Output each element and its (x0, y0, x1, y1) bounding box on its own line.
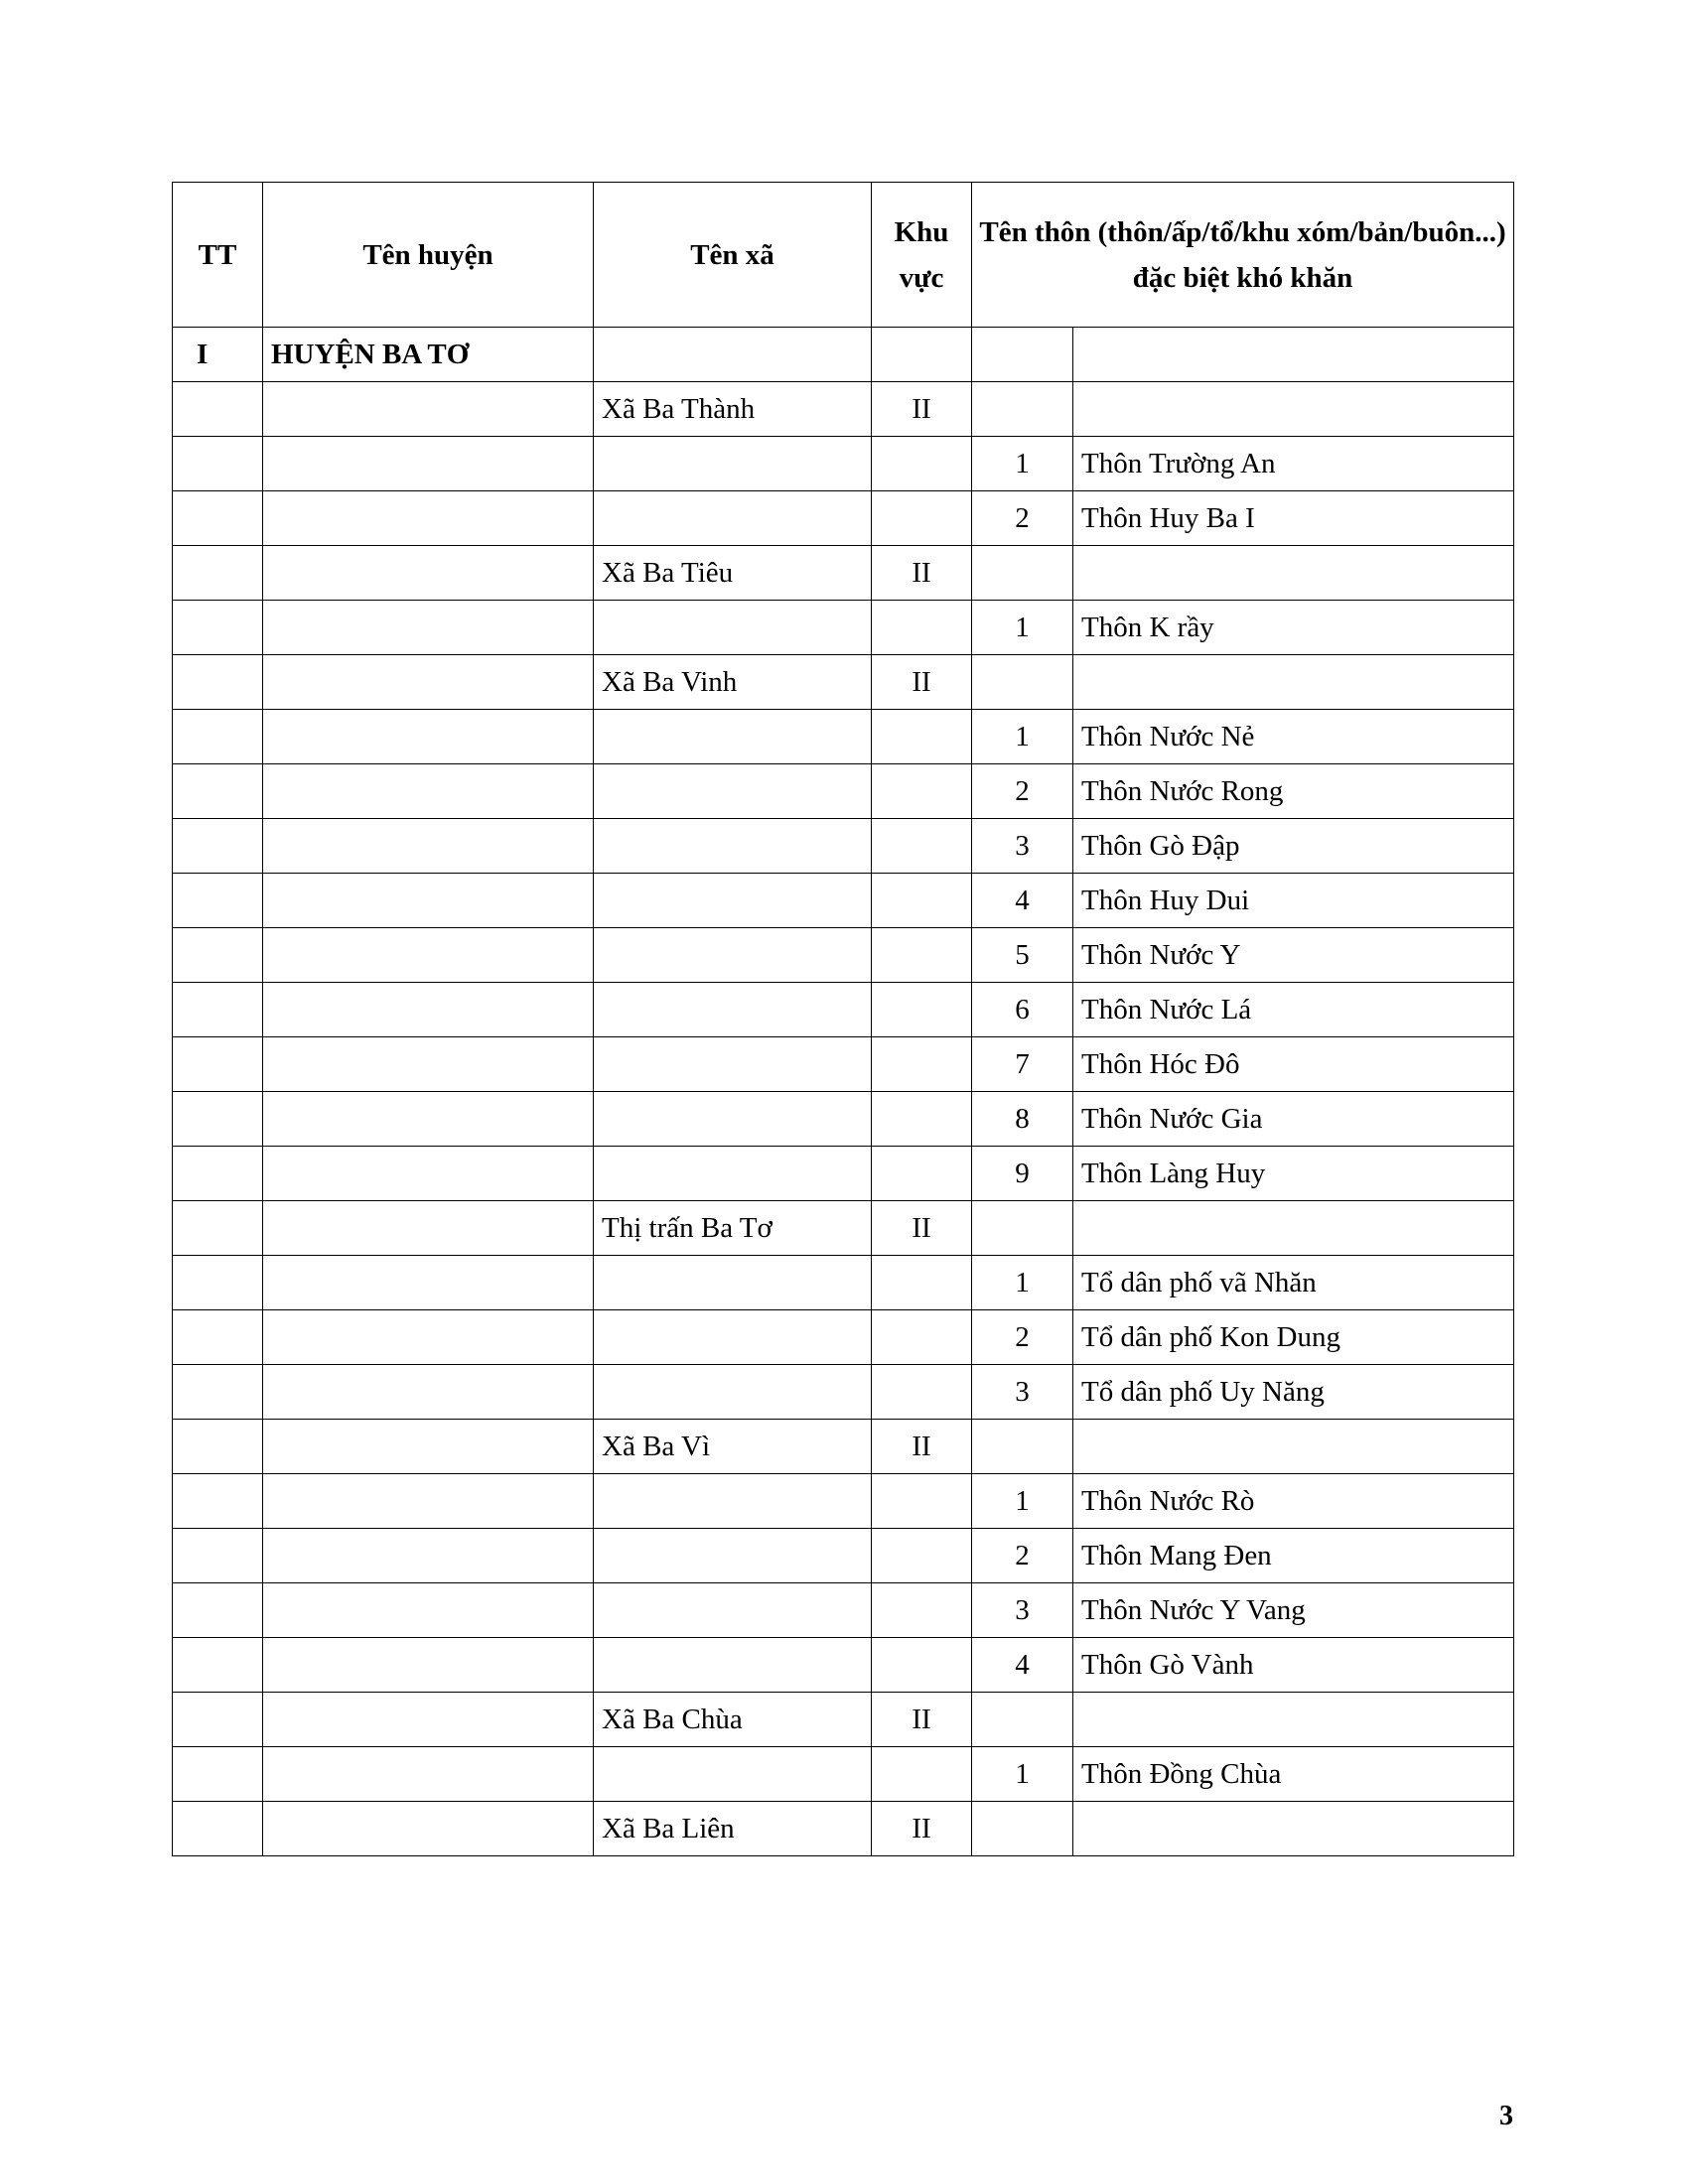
cell-village-name: Tổ dân phố Uy Năng (1073, 1365, 1514, 1420)
cell-commune (594, 1310, 872, 1365)
cell-commune (594, 764, 872, 819)
cell-region (872, 1092, 972, 1147)
cell-district: HUYỆN BA TƠ (263, 328, 594, 382)
table-row (173, 1310, 1514, 1365)
cell-tt (173, 1474, 263, 1529)
cell-village-name: Thôn Nước Nẻ (1073, 710, 1514, 764)
cell-village-number: 1 (972, 1256, 1073, 1310)
table-row (173, 1583, 1514, 1638)
cell-region (872, 1474, 972, 1529)
cell-commune (594, 1365, 872, 1420)
table-row (173, 655, 1514, 710)
cell-village-number: 5 (972, 928, 1073, 983)
table-row (173, 1474, 1514, 1529)
cell-commune (594, 874, 872, 928)
cell-commune (594, 928, 872, 983)
cell-village-number: 2 (972, 1310, 1073, 1365)
cell-commune (594, 710, 872, 764)
cell-commune: Xã Ba Vinh (594, 655, 872, 710)
cell-district (263, 1693, 594, 1747)
table-row (173, 764, 1514, 819)
table-row (173, 1802, 1514, 1856)
cell-village-name: Tổ dân phố vã Nhăn (1073, 1256, 1514, 1310)
table-row (173, 1147, 1514, 1201)
cell-village-name: Thôn Gò Đập (1073, 819, 1514, 874)
cell-village-number: 7 (972, 1037, 1073, 1092)
cell-commune: Xã Ba Vì (594, 1420, 872, 1474)
cell-district (263, 437, 594, 491)
cell-district (263, 1201, 594, 1256)
cell-village-name (1073, 655, 1514, 710)
table-row (173, 983, 1514, 1037)
cell-village-name: Thôn Hóc Đô (1073, 1037, 1514, 1092)
cell-region: II (872, 1201, 972, 1256)
table-row (173, 819, 1514, 874)
cell-tt: I (173, 328, 263, 382)
header-village-name: Tên thôn (thôn/ấp/tổ/khu xóm/bản/buôn...) đặc biệt khó khăn (972, 183, 1514, 328)
cell-region (872, 928, 972, 983)
cell-commune: Xã Ba Liên (594, 1802, 872, 1856)
cell-district (263, 382, 594, 437)
cell-tt (173, 546, 263, 601)
village-list-table (172, 182, 1514, 1856)
table-body (173, 328, 1514, 1856)
cell-region: II (872, 1693, 972, 1747)
header-district-name: Tên huyện (263, 183, 594, 328)
cell-region (872, 1037, 972, 1092)
table-row (173, 1420, 1514, 1474)
cell-commune: Xã Ba Tiêu (594, 546, 872, 601)
cell-commune (594, 1529, 872, 1583)
cell-region (872, 1638, 972, 1693)
cell-region (872, 1365, 972, 1420)
cell-district (263, 1529, 594, 1583)
table-row (173, 928, 1514, 983)
cell-region (872, 983, 972, 1037)
cell-tt (173, 928, 263, 983)
cell-district (263, 1310, 594, 1365)
cell-village-name: Thôn Huy Ba I (1073, 491, 1514, 546)
cell-tt (173, 1092, 263, 1147)
cell-region: II (872, 1802, 972, 1856)
cell-district (263, 1092, 594, 1147)
cell-village-number: 2 (972, 764, 1073, 819)
cell-village-number: 1 (972, 437, 1073, 491)
header-region: Khu vực (872, 183, 972, 328)
cell-district (263, 1256, 594, 1310)
header-tt: TT (173, 183, 263, 328)
cell-village-name: Thôn Gò Vành (1073, 1638, 1514, 1693)
cell-commune (594, 819, 872, 874)
cell-village-name: Thôn Nước Rong (1073, 764, 1514, 819)
cell-tt (173, 1638, 263, 1693)
cell-district (263, 546, 594, 601)
cell-village-number (972, 1420, 1073, 1474)
cell-village-name: Thôn Làng Huy (1073, 1147, 1514, 1201)
cell-village-number: 1 (972, 1474, 1073, 1529)
cell-village-name: Thôn K rầy (1073, 601, 1514, 655)
table-row (173, 1638, 1514, 1693)
cell-district (263, 491, 594, 546)
cell-village-number (972, 655, 1073, 710)
table-row (173, 1747, 1514, 1802)
cell-region (872, 601, 972, 655)
cell-commune (594, 1147, 872, 1201)
cell-village-number: 3 (972, 1583, 1073, 1638)
cell-village-number: 4 (972, 874, 1073, 928)
cell-village-number: 6 (972, 983, 1073, 1037)
cell-region: II (872, 1420, 972, 1474)
cell-village-name: Thôn Nước Rò (1073, 1474, 1514, 1529)
cell-village-number (972, 328, 1073, 382)
cell-village-number (972, 546, 1073, 601)
table-row (173, 874, 1514, 928)
cell-village-number: 3 (972, 1365, 1073, 1420)
cell-district (263, 983, 594, 1037)
cell-village-name: Thôn Nước Y (1073, 928, 1514, 983)
cell-region (872, 491, 972, 546)
cell-tt (173, 1583, 263, 1638)
cell-region: II (872, 655, 972, 710)
cell-region (872, 1256, 972, 1310)
cell-village-name: Thôn Nước Gia (1073, 1092, 1514, 1147)
cell-village-name (1073, 1201, 1514, 1256)
cell-region (872, 764, 972, 819)
table-row (173, 382, 1514, 437)
cell-district (263, 928, 594, 983)
cell-district (263, 1747, 594, 1802)
cell-village-name: Thôn Đồng Chùa (1073, 1747, 1514, 1802)
cell-village-number (972, 1201, 1073, 1256)
cell-region (872, 1529, 972, 1583)
table-row (173, 328, 1514, 382)
cell-village-number: 3 (972, 819, 1073, 874)
cell-district (263, 1420, 594, 1474)
cell-region (872, 1310, 972, 1365)
table-row (173, 1037, 1514, 1092)
table-row (173, 710, 1514, 764)
cell-tt (173, 983, 263, 1037)
cell-district (263, 710, 594, 764)
cell-village-name (1073, 1802, 1514, 1856)
cell-region (872, 437, 972, 491)
cell-village-number: 1 (972, 710, 1073, 764)
cell-village-number (972, 1802, 1073, 1856)
cell-district (263, 1365, 594, 1420)
table-row (173, 1529, 1514, 1583)
table-row (173, 1365, 1514, 1420)
cell-village-number (972, 382, 1073, 437)
cell-village-name (1073, 1693, 1514, 1747)
cell-district (263, 874, 594, 928)
cell-village-number: 2 (972, 491, 1073, 546)
cell-tt (173, 1037, 263, 1092)
cell-tt (173, 710, 263, 764)
page-number: 3 (1499, 2101, 1513, 2131)
cell-tt (173, 1147, 263, 1201)
table-row (173, 491, 1514, 546)
cell-district (263, 655, 594, 710)
cell-village-name: Thôn Mang Đen (1073, 1529, 1514, 1583)
cell-commune (594, 983, 872, 1037)
cell-village-number: 8 (972, 1092, 1073, 1147)
table-row (173, 1256, 1514, 1310)
cell-tt (173, 819, 263, 874)
cell-village-name (1073, 328, 1514, 382)
cell-region (872, 874, 972, 928)
cell-commune (594, 601, 872, 655)
cell-village-number (972, 1693, 1073, 1747)
cell-commune: Thị trấn Ba Tơ (594, 1201, 872, 1256)
header-row (173, 183, 1514, 328)
cell-region (872, 1583, 972, 1638)
cell-village-number: 2 (972, 1529, 1073, 1583)
cell-tt (173, 601, 263, 655)
cell-tt (173, 437, 263, 491)
cell-region: II (872, 546, 972, 601)
cell-region (872, 1147, 972, 1201)
cell-tt (173, 874, 263, 928)
cell-village-number: 1 (972, 1747, 1073, 1802)
cell-village-name: Thôn Trường An (1073, 437, 1514, 491)
cell-commune (594, 1747, 872, 1802)
cell-tt (173, 655, 263, 710)
cell-village-name: Thôn Nước Y Vang (1073, 1583, 1514, 1638)
cell-district (263, 1638, 594, 1693)
cell-district (263, 1147, 594, 1201)
cell-village-name: Tổ dân phố Kon Dung (1073, 1310, 1514, 1365)
cell-village-number: 9 (972, 1147, 1073, 1201)
cell-district (263, 1802, 594, 1856)
cell-region (872, 819, 972, 874)
cell-region (872, 1747, 972, 1802)
cell-tt (173, 1365, 263, 1420)
cell-commune (594, 1037, 872, 1092)
cell-village-name (1073, 1420, 1514, 1474)
cell-village-name (1073, 546, 1514, 601)
cell-district (263, 1474, 594, 1529)
cell-commune (594, 1474, 872, 1529)
cell-commune (594, 1583, 872, 1638)
cell-commune: Xã Ba Thành (594, 382, 872, 437)
cell-district (263, 819, 594, 874)
cell-tt (173, 1420, 263, 1474)
cell-tt (173, 764, 263, 819)
cell-tt (173, 491, 263, 546)
table-row (173, 437, 1514, 491)
cell-village-name (1073, 382, 1514, 437)
cell-commune (594, 491, 872, 546)
cell-tt (173, 1310, 263, 1365)
table-row (173, 546, 1514, 601)
cell-tt (173, 1201, 263, 1256)
cell-district (263, 601, 594, 655)
cell-district (263, 1037, 594, 1092)
cell-commune (594, 328, 872, 382)
cell-tt (173, 1256, 263, 1310)
cell-district (263, 1583, 594, 1638)
header-commune-name: Tên xã (594, 183, 872, 328)
cell-commune (594, 1256, 872, 1310)
cell-commune (594, 437, 872, 491)
cell-commune (594, 1092, 872, 1147)
cell-commune (594, 1638, 872, 1693)
cell-district (263, 764, 594, 819)
cell-village-number: 4 (972, 1638, 1073, 1693)
cell-region: II (872, 382, 972, 437)
table-header (173, 183, 1514, 328)
table-row (173, 1092, 1514, 1147)
cell-tt (173, 1802, 263, 1856)
cell-region (872, 328, 972, 382)
cell-tt (173, 1693, 263, 1747)
cell-village-name: Thôn Nước Lá (1073, 983, 1514, 1037)
cell-region (872, 710, 972, 764)
cell-village-name: Thôn Huy Dui (1073, 874, 1514, 928)
cell-tt (173, 382, 263, 437)
cell-tt (173, 1747, 263, 1802)
table-row (173, 1693, 1514, 1747)
cell-tt (173, 1529, 263, 1583)
table-row (173, 601, 1514, 655)
cell-village-number: 1 (972, 601, 1073, 655)
cell-commune: Xã Ba Chùa (594, 1693, 872, 1747)
table-row (173, 1201, 1514, 1256)
